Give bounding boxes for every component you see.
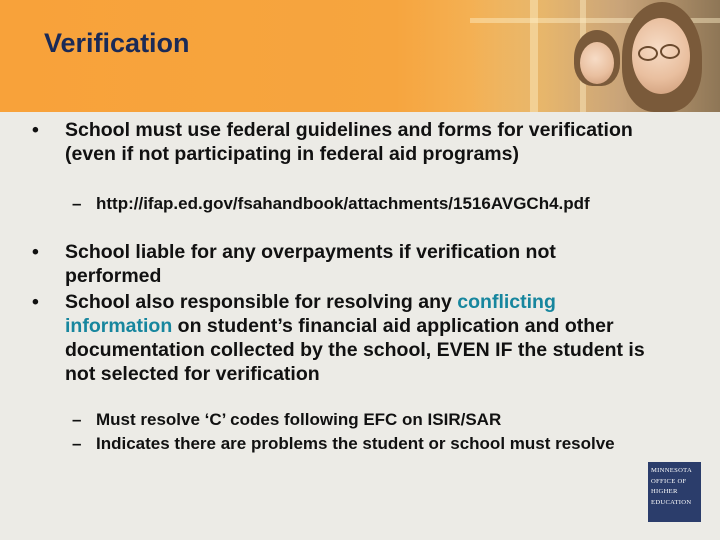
logo-line-3: HIGHER [651, 488, 678, 495]
sub-bullet-marker: – [72, 194, 82, 213]
slide-title: Verification [44, 28, 190, 58]
bullet-marker: • [32, 241, 39, 263]
bullet-3 [32, 290, 652, 386]
header-photo [470, 0, 720, 112]
bullet-3-sub-2 [72, 434, 642, 453]
bullet-1-sub-1-link[interactable]: http://ifap.ed.gov/fsahandbook/attachments/1516AVGCh4.pdf [96, 194, 590, 213]
bullet-3-sub-1 [72, 410, 642, 429]
bullet-2-text: School liable for any overpayments if verification not performed [65, 241, 556, 287]
sub-bullet-marker: – [72, 410, 82, 429]
bullet-1-sub-1 [72, 194, 672, 213]
logo-line-1: MINNESOTA [651, 467, 692, 474]
bullet-1 [32, 118, 652, 166]
bullet-marker: • [32, 291, 39, 313]
bullet-3-sub-2-text: Indicates there are problems the student or school must resolve [96, 434, 615, 453]
bullet-2 [32, 240, 652, 288]
bullet-3-text-after: on student’s financial aid application and other documentation collected by the school, EVEN IF the student is not selected for verification [65, 315, 645, 385]
logo-line-4: EDUCATION [651, 498, 692, 506]
sub-bullet-marker: – [72, 434, 82, 453]
bullet-1-text: School must use federal guidelines and forms for verification (even if not participating in federal aid programs) [65, 119, 633, 165]
bullet-3-text [65, 290, 652, 386]
logo-line-2: OFFICE OF [651, 477, 687, 485]
minnesota-ohe-logo [648, 462, 701, 522]
bullet-3-text-before: School also responsible for resolving any [65, 291, 452, 313]
conflicting-information-highlight: conflicting information [65, 291, 556, 337]
bullet-marker: • [32, 119, 39, 141]
bullet-3-sub-1-text: Must resolve ‘C’ codes following EFC on ISIR/SAR [96, 410, 502, 429]
header-banner [0, 0, 720, 112]
